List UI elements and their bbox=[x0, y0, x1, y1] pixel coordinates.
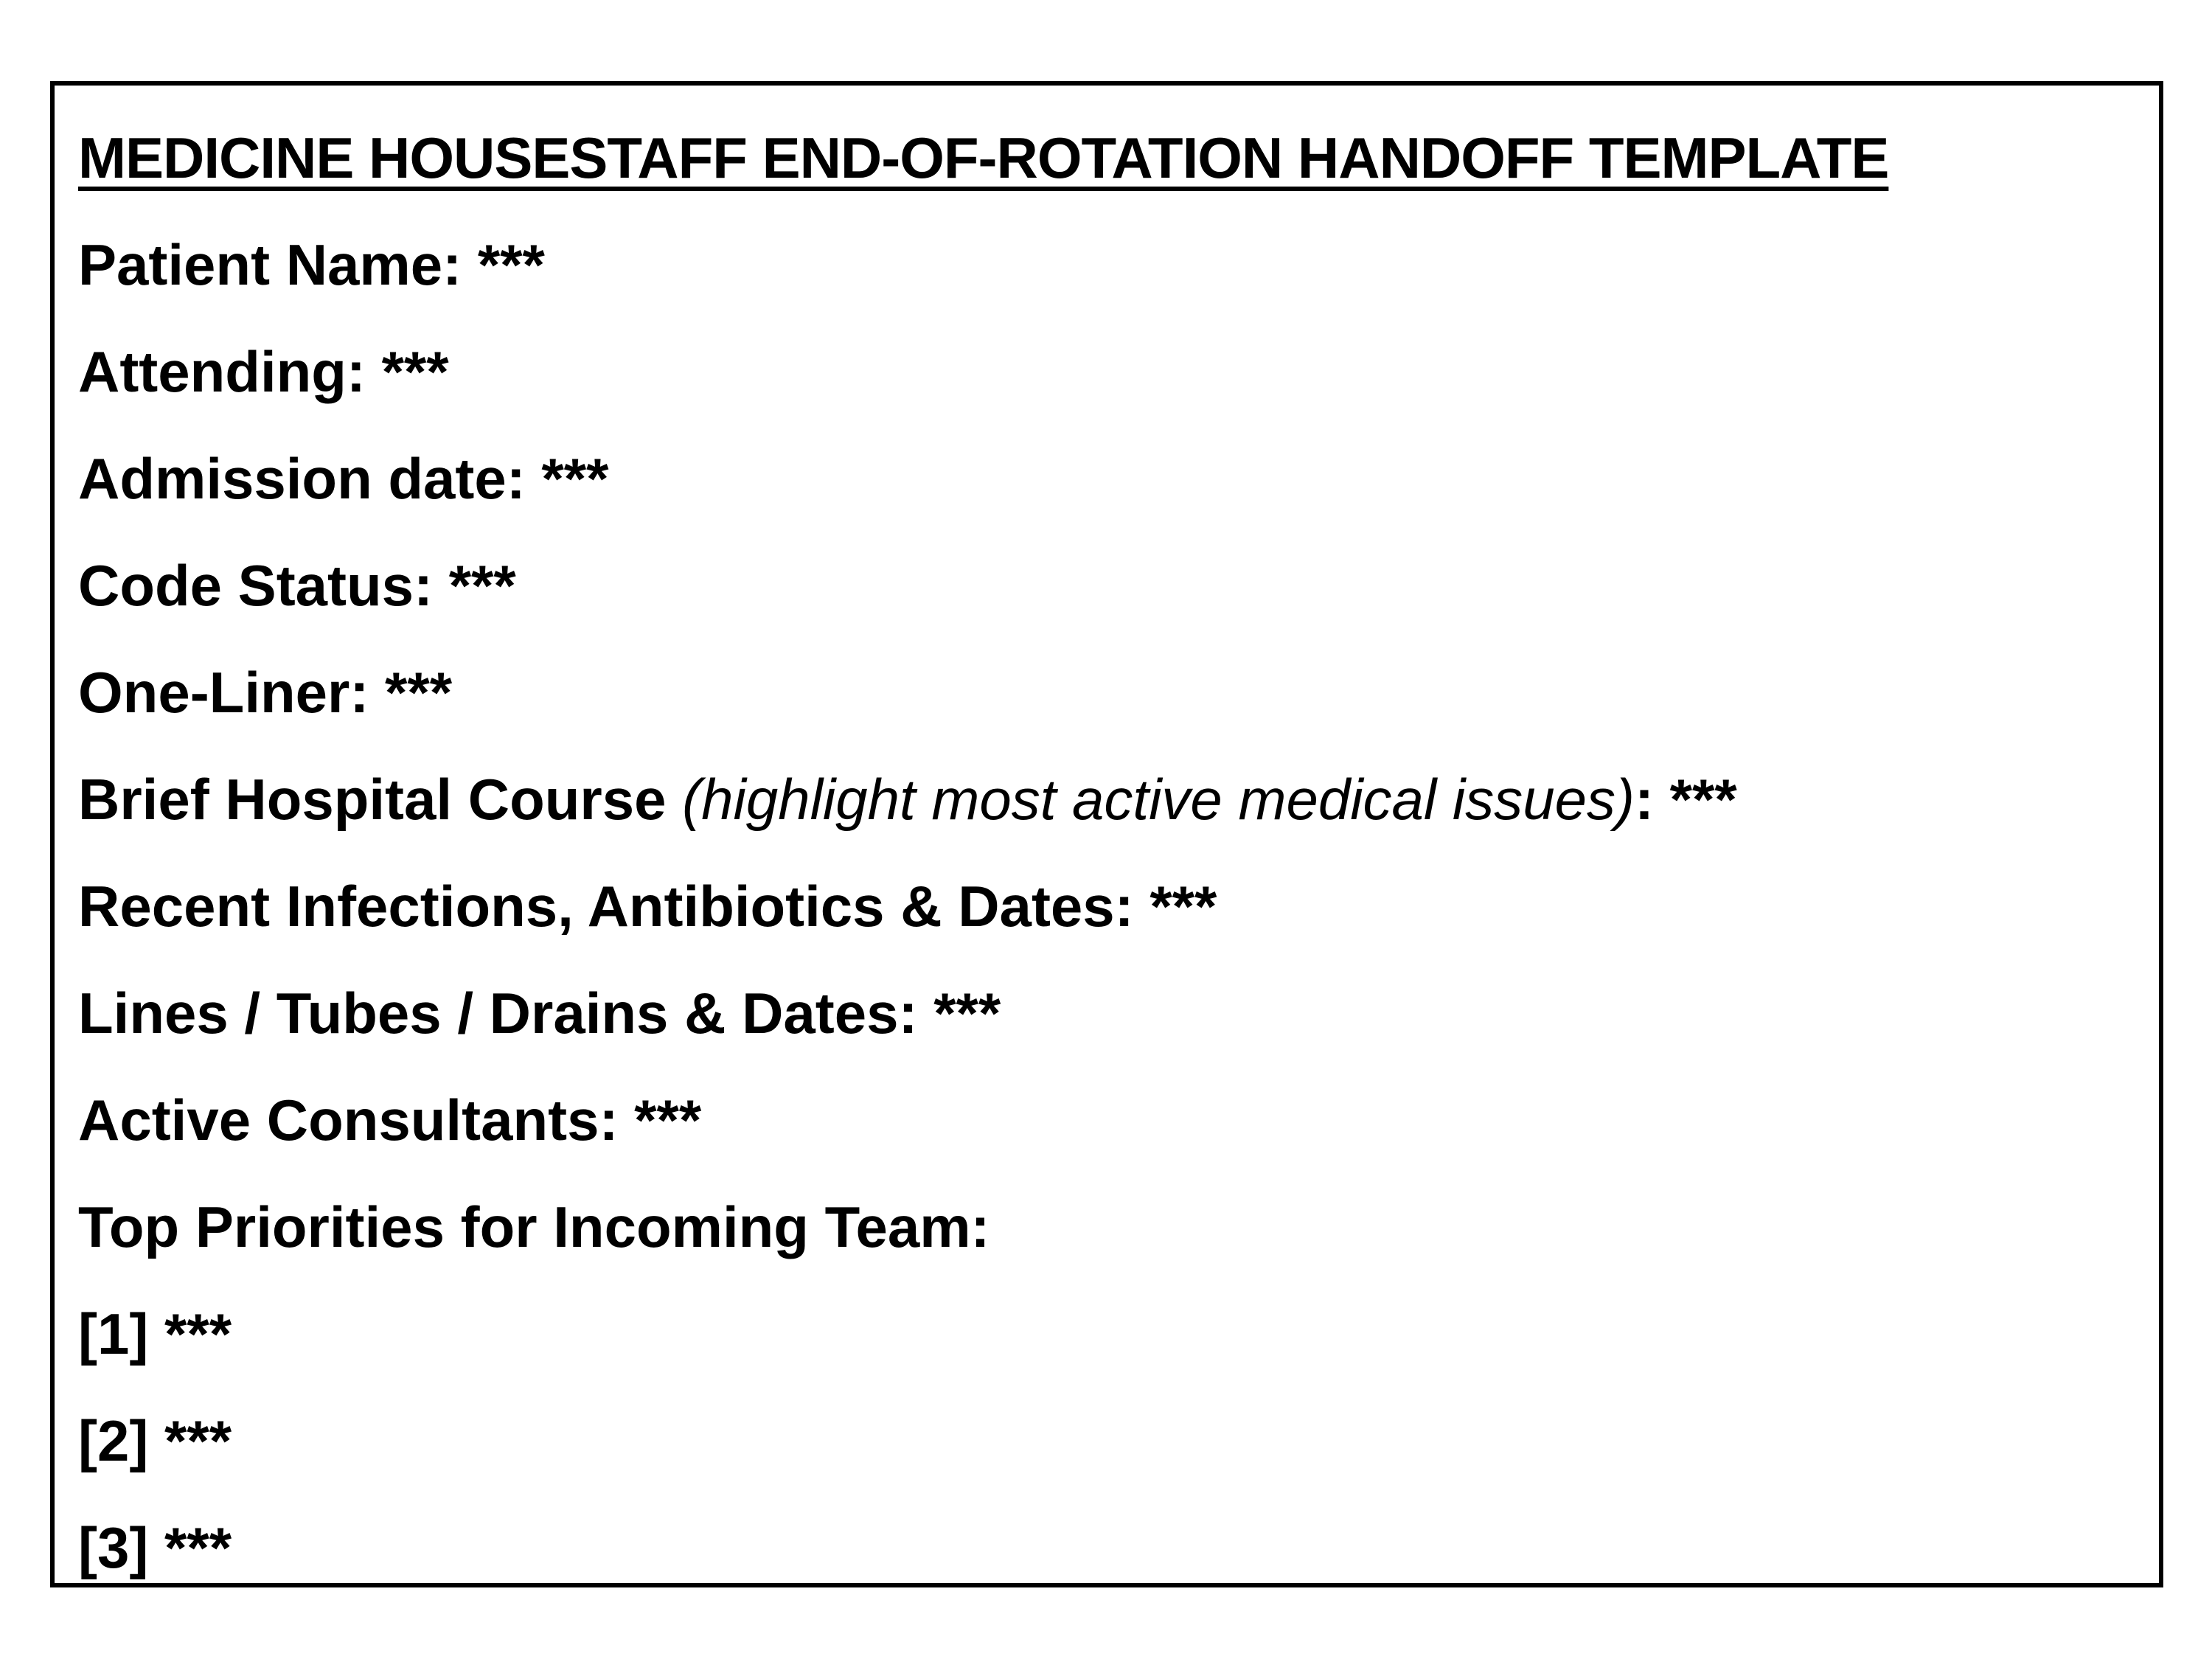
lines-tubes-value: *** bbox=[933, 981, 1001, 1046]
template-title: MEDICINE HOUSESTAFF END-OF-ROTATION HANDOFF TEMPLATE bbox=[78, 125, 1889, 190]
consultants-label: Active Consultants: bbox=[78, 1088, 619, 1152]
attending-label: Attending: bbox=[78, 339, 366, 404]
hospital-course-value: *** bbox=[1669, 767, 1737, 832]
lines-tubes-row bbox=[78, 960, 2135, 1067]
lines-tubes-label: Lines / Tubes / Drains & Dates: bbox=[78, 981, 918, 1046]
infections-row bbox=[78, 853, 2135, 960]
hospital-course-row bbox=[78, 746, 2135, 853]
attending-value: *** bbox=[381, 339, 449, 404]
admission-date-row bbox=[78, 425, 2135, 532]
handoff-template-box bbox=[50, 81, 2163, 1587]
patient-name-row bbox=[78, 212, 2135, 319]
priority-value: *** bbox=[164, 1408, 232, 1473]
priority-index: [2] bbox=[78, 1408, 149, 1473]
priority-index: [3] bbox=[78, 1515, 149, 1580]
priority-item bbox=[78, 1495, 2135, 1601]
priority-value: *** bbox=[164, 1515, 232, 1580]
attending-row bbox=[78, 319, 2135, 425]
code-status-value: *** bbox=[448, 553, 516, 618]
priority-item bbox=[78, 1388, 2135, 1495]
admission-date-value: *** bbox=[541, 446, 609, 511]
one-liner-value: *** bbox=[385, 660, 453, 725]
hospital-course-colon: : bbox=[1635, 767, 1654, 832]
code-status-label: Code Status: bbox=[78, 553, 434, 618]
one-liner-row bbox=[78, 639, 2135, 746]
consultants-value: *** bbox=[634, 1088, 702, 1152]
hospital-course-hint: (highlight most active medical issues) bbox=[682, 767, 1635, 832]
patient-name-value: *** bbox=[477, 232, 545, 297]
handoff-template-content bbox=[78, 105, 2135, 1601]
priorities-heading: Top Priorities for Incoming Team: bbox=[78, 1194, 990, 1259]
consultants-row bbox=[78, 1067, 2135, 1174]
admission-date-label: Admission date: bbox=[78, 446, 526, 511]
one-liner-label: One-Liner: bbox=[78, 660, 369, 725]
priority-item bbox=[78, 1281, 2135, 1388]
priority-index: [1] bbox=[78, 1301, 149, 1366]
priority-value: *** bbox=[164, 1301, 232, 1366]
code-status-row bbox=[78, 532, 2135, 639]
patient-name-label: Patient Name: bbox=[78, 232, 462, 297]
hospital-course-label: Brief Hospital Course bbox=[78, 767, 667, 832]
infections-value: *** bbox=[1150, 874, 1217, 939]
infections-label: Recent Infections, Antibiotics & Dates: bbox=[78, 874, 1134, 939]
